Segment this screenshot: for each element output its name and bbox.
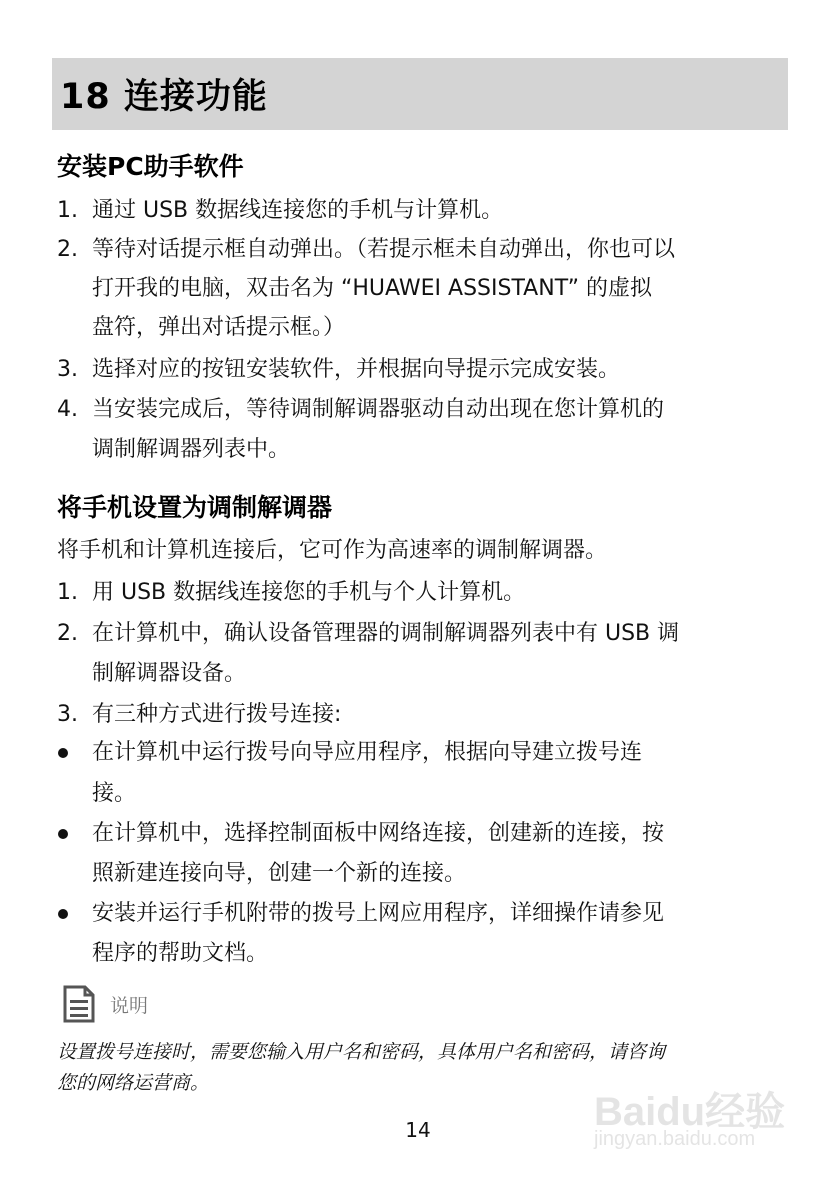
- bullet-item-text: 程序的帮助文档。: [92, 941, 269, 966]
- list-item-text: 打开我的电脑，双击名为 “HUAWEI ASSISTANT” 的虚拟: [92, 276, 653, 301]
- note-text: 您的网络运营商。: [57, 1072, 210, 1094]
- bullet-icon: [58, 829, 68, 839]
- bullet-item-text: 照新建连接向导，创建一个新的连接。: [92, 861, 467, 886]
- baidu-watermark: [594, 1060, 794, 1160]
- list-number: 1.: [57, 198, 78, 223]
- list-number: 4.: [57, 397, 78, 422]
- bullet-item-text: 安装并运行手机附带的拨号上网应用程序，详细操作请参见: [92, 901, 665, 926]
- watermark-url: jingyan.baidu.com: [594, 1128, 756, 1150]
- list-item-text: 调制解调器列表中。: [92, 437, 291, 462]
- bullet-icon: [58, 909, 68, 919]
- bullet-item-text: 接。: [92, 781, 137, 806]
- section-title-modem: 将手机设置为调制解调器: [57, 493, 333, 522]
- chapter-header: [52, 58, 788, 130]
- list-item-text: 盘符，弹出对话提示框。）: [92, 315, 346, 340]
- note-text: 设置拨号连接时，需要您输入用户名和密码，具体用户名和密码，请咨询: [57, 1041, 666, 1063]
- list-number: 3.: [57, 702, 78, 727]
- list-item-text: 制解调器设备。: [92, 661, 247, 686]
- section-intro: 将手机和计算机连接后，它可作为高速率的调制解调器。: [57, 538, 608, 563]
- bullet-item-text: 在计算机中运行拨号向导应用程序，根据向导建立拨号连: [92, 740, 643, 765]
- list-item-text: 用 USB 数据线连接您的手机与个人计算机。: [92, 580, 526, 605]
- list-item-text: 通过 USB 数据线连接您的手机与计算机。: [92, 198, 504, 223]
- list-item-text: 等待对话提示框自动弹出。（若提示框未自动弹出，你也可以: [92, 237, 676, 262]
- list-number: 3.: [57, 357, 78, 382]
- list-item-text: 在计算机中，确认设备管理器的调制解调器列表中有 USB 调: [92, 621, 680, 646]
- list-number: 2.: [57, 621, 78, 646]
- bullet-item-text: 在计算机中，选择控制面板中网络连接，创建新的连接，按: [92, 821, 665, 846]
- note-label: 说明: [110, 995, 149, 1017]
- note-document-icon: [57, 983, 99, 1025]
- list-number: 2.: [57, 237, 78, 262]
- section-title-install-pc-assistant: 安装PC助手软件: [57, 152, 244, 181]
- list-item-text: 有三种方式进行拨号连接:: [92, 702, 342, 727]
- list-item-text: 当安装完成后，等待调制解调器驱动自动出现在您计算机的: [92, 397, 665, 422]
- list-item-text: 选择对应的按钮安装软件，并根据向导提示完成安装。: [92, 357, 621, 382]
- list-number: 1.: [57, 580, 78, 605]
- watermark-logo: Baidu经验: [594, 1090, 786, 1134]
- chapter-title: 18 连接功能: [60, 77, 268, 117]
- page-number: 14: [405, 1118, 431, 1142]
- bullet-icon: [58, 748, 68, 758]
